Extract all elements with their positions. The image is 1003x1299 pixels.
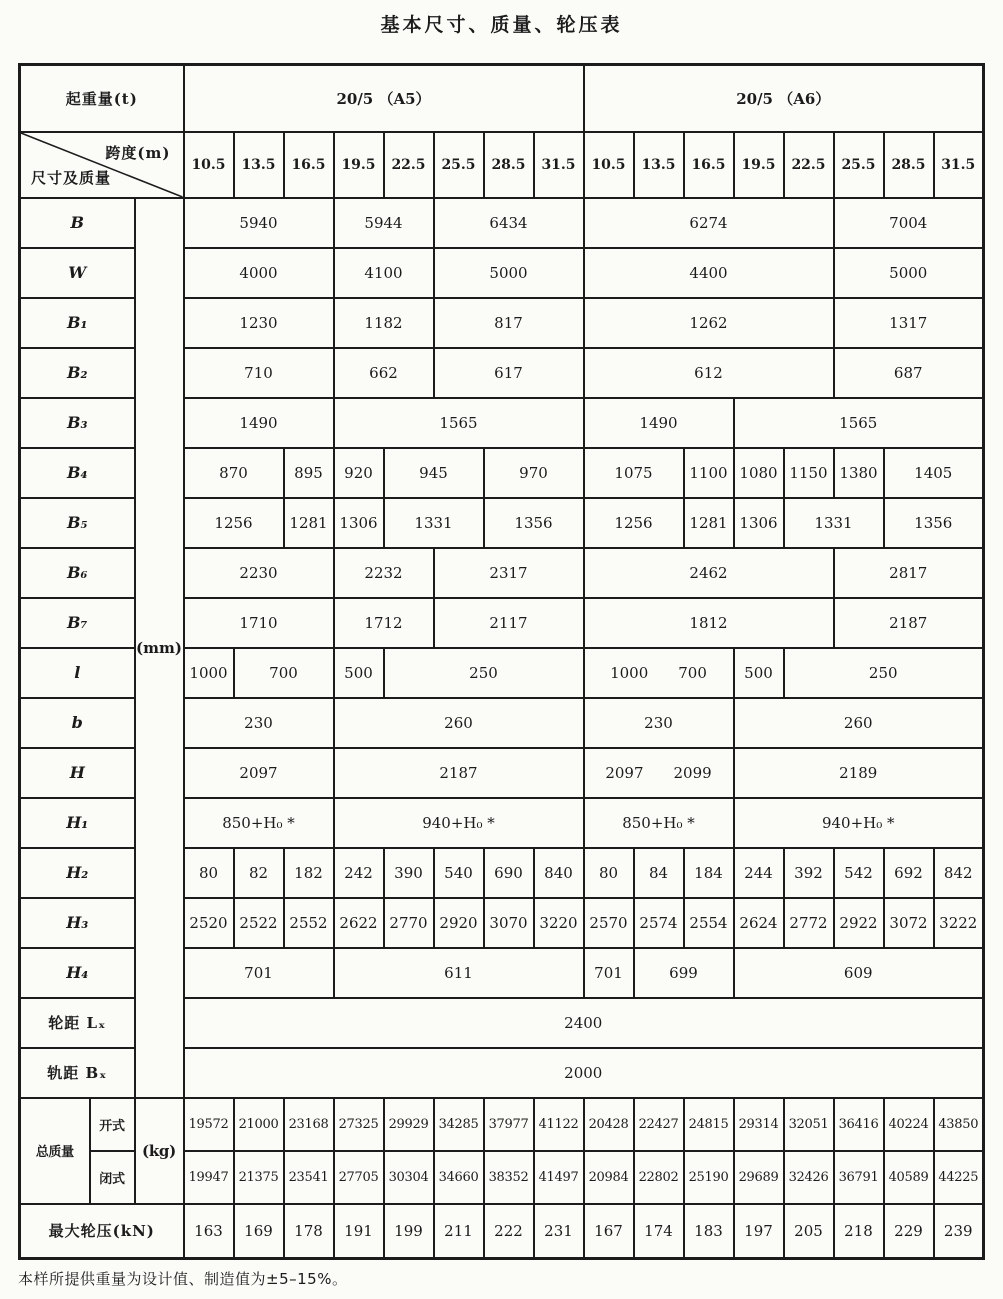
cell-B3-1: 1565 — [334, 398, 584, 448]
cell-B5-1: 1281 — [284, 498, 334, 548]
cell-wheel-15: 239 — [934, 1204, 984, 1259]
cell-mass-open-15: 43850 — [934, 1098, 984, 1151]
cell-H4-3: 699 — [634, 948, 734, 998]
cell-B-4: 7004 — [834, 198, 984, 248]
cell-H3-7: 3220 — [534, 898, 584, 948]
cell-mass-open-0: 19572 — [184, 1098, 234, 1151]
cell-H2-14: 692 — [884, 848, 934, 898]
cell-mass-open-14: 40224 — [884, 1098, 934, 1151]
row-label-H1: H₁ — [20, 798, 135, 848]
cell-mass-closed-3: 27705 — [334, 1151, 384, 1204]
cell-B7-2: 2117 — [434, 598, 584, 648]
cell-mass-open-4: 29929 — [384, 1098, 434, 1151]
span-header-a5-4: 22.5 — [384, 132, 434, 198]
row-label-B: B — [20, 198, 135, 248]
row-B — [20, 198, 984, 248]
row-label-B1: B₁ — [20, 298, 135, 348]
row-label-B7: B₇ — [20, 598, 135, 648]
cell-H1-2: 850+H₀ * — [584, 798, 734, 848]
diagonal-bottom-label: 尺寸及质量 — [31, 168, 112, 187]
cell-H2-5: 540 — [434, 848, 484, 898]
cell-H3-13: 2922 — [834, 898, 884, 948]
cell-mass-closed-0: 19947 — [184, 1151, 234, 1204]
cell-mass-open-11: 29314 — [734, 1098, 784, 1151]
footnote: 本样所提供重量为设计值、制造值为±5–15%。 — [18, 1270, 348, 1288]
cell-B2-4: 687 — [834, 348, 984, 398]
span-header-a5-1: 13.5 — [234, 132, 284, 198]
cell-H2-15: 842 — [934, 848, 984, 898]
cell-B4-4: 970 — [484, 448, 584, 498]
row-label-B6: B₆ — [20, 548, 135, 598]
cell-B5-8: 1331 — [784, 498, 884, 548]
row-label-B4: B₄ — [20, 448, 135, 498]
cell-wheel-6: 222 — [484, 1204, 534, 1259]
row-label-H3: H₃ — [20, 898, 135, 948]
cell-wheel-1: 169 — [234, 1204, 284, 1259]
cell-H3-14: 3072 — [884, 898, 934, 948]
cell-B5-3: 1331 — [384, 498, 484, 548]
cell-B3-0: 1490 — [184, 398, 334, 448]
cell-B6-0: 2230 — [184, 548, 334, 598]
cell-wheel-4: 199 — [384, 1204, 434, 1259]
cell-l-2: 500 — [334, 648, 384, 698]
cell-B4-6: 1100 — [684, 448, 734, 498]
cell-B2-1: 662 — [334, 348, 434, 398]
cell-H2-13: 542 — [834, 848, 884, 898]
row-label-B3: B₃ — [20, 398, 135, 448]
cell-H1-1: 940+H₀ * — [334, 798, 584, 848]
cell-B6-3: 2462 — [584, 548, 834, 598]
cell-B3-2: 1490 — [584, 398, 734, 448]
span-header-a6-9: 13.5 — [634, 132, 684, 198]
span-header-a6-15: 31.5 — [934, 132, 984, 198]
cell-B6-2: 2317 — [434, 548, 584, 598]
spec-table — [18, 63, 985, 1260]
cell-B6-1: 2232 — [334, 548, 434, 598]
span-header-a5-0: 10.5 — [184, 132, 234, 198]
cell-wheel-11: 197 — [734, 1204, 784, 1259]
cell-B4-2: 920 — [334, 448, 384, 498]
cell-B-0: 5940 — [184, 198, 334, 248]
wheel-pressure-label: 最大轮压(kN) — [20, 1204, 184, 1259]
span-header-a5-6: 28.5 — [484, 132, 534, 198]
cell-l-4: 1000 700 — [584, 648, 734, 698]
cell-mass-closed-14: 40589 — [884, 1151, 934, 1204]
cell-H2-9: 84 — [634, 848, 684, 898]
cell-B5-6: 1281 — [684, 498, 734, 548]
cell-wheel-3: 191 — [334, 1204, 384, 1259]
cell-mass-closed-7: 41497 — [534, 1151, 584, 1204]
cell-B4-10: 1405 — [884, 448, 984, 498]
cell-H2-0: 80 — [184, 848, 234, 898]
diagonal-header-cell — [20, 132, 184, 198]
cell-H3-8: 2570 — [584, 898, 634, 948]
span-header-a6-11: 19.5 — [734, 132, 784, 198]
cell-H3-9: 2574 — [634, 898, 684, 948]
cell-H1-3: 940+H₀ * — [734, 798, 984, 848]
cell-B1-3: 1262 — [584, 298, 834, 348]
row-label-b: b — [20, 698, 135, 748]
span-header-a5-3: 19.5 — [334, 132, 384, 198]
cell-B4-9: 1380 — [834, 448, 884, 498]
span-header-a6-8: 10.5 — [584, 132, 634, 198]
cell-mass-open-1: 21000 — [234, 1098, 284, 1151]
cell-B1-2: 817 — [434, 298, 584, 348]
cell-B7-3: 1812 — [584, 598, 834, 648]
cell-W-3: 4400 — [584, 248, 834, 298]
cell-B7-4: 2187 — [834, 598, 984, 648]
cell-wheel-0: 163 — [184, 1204, 234, 1259]
cell-H3-4: 2770 — [384, 898, 434, 948]
cell-H-3: 2189 — [734, 748, 984, 798]
row-label-W: W — [20, 248, 135, 298]
cell-wheel-2: 178 — [284, 1204, 334, 1259]
row-wheel-pressure — [20, 1204, 984, 1259]
dimension-rows — [20, 198, 984, 1098]
cell-mass-closed-15: 44225 — [934, 1151, 984, 1204]
cell-H3-1: 2522 — [234, 898, 284, 948]
cell-B5-7: 1306 — [734, 498, 784, 548]
header-row-capacity — [20, 65, 984, 132]
cell-mass-open-13: 36416 — [834, 1098, 884, 1151]
cell-mass-open-12: 32051 — [784, 1098, 834, 1151]
cell-H4-2: 701 — [584, 948, 634, 998]
wheel-pressure-row — [20, 1204, 984, 1259]
span-header-a5-7: 31.5 — [534, 132, 584, 198]
cell-mass-open-8: 20428 — [584, 1098, 634, 1151]
cell-B5-4: 1356 — [484, 498, 584, 548]
row-label-H4: H₄ — [20, 948, 135, 998]
cell-H2-1: 82 — [234, 848, 284, 898]
cell-B2-0: 710 — [184, 348, 334, 398]
cell-B7-0: 1710 — [184, 598, 334, 648]
cell-Bx-0: 2000 — [184, 1048, 984, 1098]
cell-H2-7: 840 — [534, 848, 584, 898]
cell-B1-0: 1230 — [184, 298, 334, 348]
row-label-Bx: 轨距 Bₓ — [20, 1048, 135, 1098]
cell-mass-open-7: 41122 — [534, 1098, 584, 1151]
cell-b-2: 230 — [584, 698, 734, 748]
cell-B-1: 5944 — [334, 198, 434, 248]
span-header-a6-12: 22.5 — [784, 132, 834, 198]
row-label-l: l — [20, 648, 135, 698]
cell-l-6: 250 — [784, 648, 984, 698]
cell-H-0: 2097 — [184, 748, 334, 798]
cell-l-0: 1000 — [184, 648, 234, 698]
row-label-H: H — [20, 748, 135, 798]
cell-mass-closed-9: 22802 — [634, 1151, 684, 1204]
cell-W-4: 5000 — [834, 248, 984, 298]
cell-B1-1: 1182 — [334, 298, 434, 348]
cell-mass-open-6: 37977 — [484, 1098, 534, 1151]
cell-H2-3: 242 — [334, 848, 384, 898]
cell-W-0: 4000 — [184, 248, 334, 298]
cell-Lx-0: 2400 — [184, 998, 984, 1048]
span-header-a6-13: 25.5 — [834, 132, 884, 198]
cell-B2-2: 617 — [434, 348, 584, 398]
cell-H4-0: 701 — [184, 948, 334, 998]
span-header-a5-2: 16.5 — [284, 132, 334, 198]
mass-rows — [20, 1098, 984, 1204]
span-header-a6-10: 16.5 — [684, 132, 734, 198]
cell-H3-12: 2772 — [784, 898, 834, 948]
cell-B4-5: 1075 — [584, 448, 684, 498]
cell-B1-4: 1317 — [834, 298, 984, 348]
mass-open-label: 开式 — [90, 1098, 135, 1151]
cell-mass-closed-6: 38352 — [484, 1151, 534, 1204]
mass-label: 总质量 — [20, 1098, 90, 1204]
diagonal-top-label: 跨度(m) — [105, 143, 171, 162]
cell-mass-open-9: 22427 — [634, 1098, 684, 1151]
row-label-B2: B₂ — [20, 348, 135, 398]
cell-wheel-10: 183 — [684, 1204, 734, 1259]
cell-B5-9: 1356 — [884, 498, 984, 548]
cell-B5-2: 1306 — [334, 498, 384, 548]
cell-mass-closed-1: 21375 — [234, 1151, 284, 1204]
cell-H2-8: 80 — [584, 848, 634, 898]
unit-mm-label: (mm) — [135, 198, 184, 1098]
cell-wheel-14: 229 — [884, 1204, 934, 1259]
cell-H2-12: 392 — [784, 848, 834, 898]
cell-mass-open-3: 27325 — [334, 1098, 384, 1151]
header-row-spans — [20, 132, 984, 198]
cell-B5-0: 1256 — [184, 498, 284, 548]
cell-B2-3: 612 — [584, 348, 834, 398]
cell-b-0: 230 — [184, 698, 334, 748]
cell-b-1: 260 — [334, 698, 584, 748]
cell-W-1: 4100 — [334, 248, 434, 298]
page-title: 基本尺寸、质量、轮压表 — [380, 14, 623, 36]
cell-H3-5: 2920 — [434, 898, 484, 948]
cell-H2-11: 244 — [734, 848, 784, 898]
cell-mass-open-10: 24815 — [684, 1098, 734, 1151]
capacity-label: 起重量(t) — [20, 65, 184, 132]
cell-l-5: 500 — [734, 648, 784, 698]
cell-H1-0: 850+H₀ * — [184, 798, 334, 848]
group-a6-label: 20/5 （A6） — [584, 65, 984, 132]
cell-H3-15: 3222 — [934, 898, 984, 948]
row-label-H2: H₂ — [20, 848, 135, 898]
cell-mass-closed-11: 29689 — [734, 1151, 784, 1204]
cell-B6-4: 2817 — [834, 548, 984, 598]
group-a5-label: 20/5 （A5） — [184, 65, 584, 132]
cell-H4-1: 611 — [334, 948, 584, 998]
cell-B3-3: 1565 — [734, 398, 984, 448]
cell-wheel-5: 211 — [434, 1204, 484, 1259]
cell-H2-6: 690 — [484, 848, 534, 898]
cell-H3-2: 2552 — [284, 898, 334, 948]
cell-mass-closed-10: 25190 — [684, 1151, 734, 1204]
cell-B4-1: 895 — [284, 448, 334, 498]
cell-B5-5: 1256 — [584, 498, 684, 548]
row-mass-open — [20, 1098, 984, 1151]
cell-B4-3: 945 — [384, 448, 484, 498]
cell-B-3: 6274 — [584, 198, 834, 248]
cell-wheel-12: 205 — [784, 1204, 834, 1259]
cell-mass-open-5: 34285 — [434, 1098, 484, 1151]
cell-mass-closed-13: 36791 — [834, 1151, 884, 1204]
span-header-a5-5: 25.5 — [434, 132, 484, 198]
cell-mass-closed-5: 34660 — [434, 1151, 484, 1204]
cell-B7-1: 1712 — [334, 598, 434, 648]
cell-H3-11: 2624 — [734, 898, 784, 948]
cell-H3-6: 3070 — [484, 898, 534, 948]
cell-mass-closed-4: 30304 — [384, 1151, 434, 1204]
cell-B4-0: 870 — [184, 448, 284, 498]
cell-wheel-7: 231 — [534, 1204, 584, 1259]
cell-mass-closed-2: 23541 — [284, 1151, 334, 1204]
cell-wheel-8: 167 — [584, 1204, 634, 1259]
cell-H3-0: 2520 — [184, 898, 234, 948]
cell-H2-2: 182 — [284, 848, 334, 898]
row-label-B5: B₅ — [20, 498, 135, 548]
cell-H-1: 2187 — [334, 748, 584, 798]
cell-B4-8: 1150 — [784, 448, 834, 498]
cell-H3-10: 2554 — [684, 898, 734, 948]
cell-mass-closed-12: 32426 — [784, 1151, 834, 1204]
cell-mass-closed-8: 20984 — [584, 1151, 634, 1204]
cell-B-2: 6434 — [434, 198, 584, 248]
cell-l-3: 250 — [384, 648, 584, 698]
cell-l-1: 700 — [234, 648, 334, 698]
span-header-a6-14: 28.5 — [884, 132, 934, 198]
mass-closed-label: 闭式 — [90, 1151, 135, 1204]
cell-mass-open-2: 23168 — [284, 1098, 334, 1151]
cell-wheel-13: 218 — [834, 1204, 884, 1259]
cell-H-2: 2097 2099 — [584, 748, 734, 798]
cell-H3-3: 2622 — [334, 898, 384, 948]
cell-H4-4: 609 — [734, 948, 984, 998]
unit-kg-label: (kg) — [135, 1098, 184, 1204]
cell-H2-4: 390 — [384, 848, 434, 898]
cell-wheel-9: 174 — [634, 1204, 684, 1259]
row-label-Lx: 轮距 Lₓ — [20, 998, 135, 1048]
cell-b-3: 260 — [734, 698, 984, 748]
cell-B4-7: 1080 — [734, 448, 784, 498]
cell-W-2: 5000 — [434, 248, 584, 298]
cell-H2-10: 184 — [684, 848, 734, 898]
